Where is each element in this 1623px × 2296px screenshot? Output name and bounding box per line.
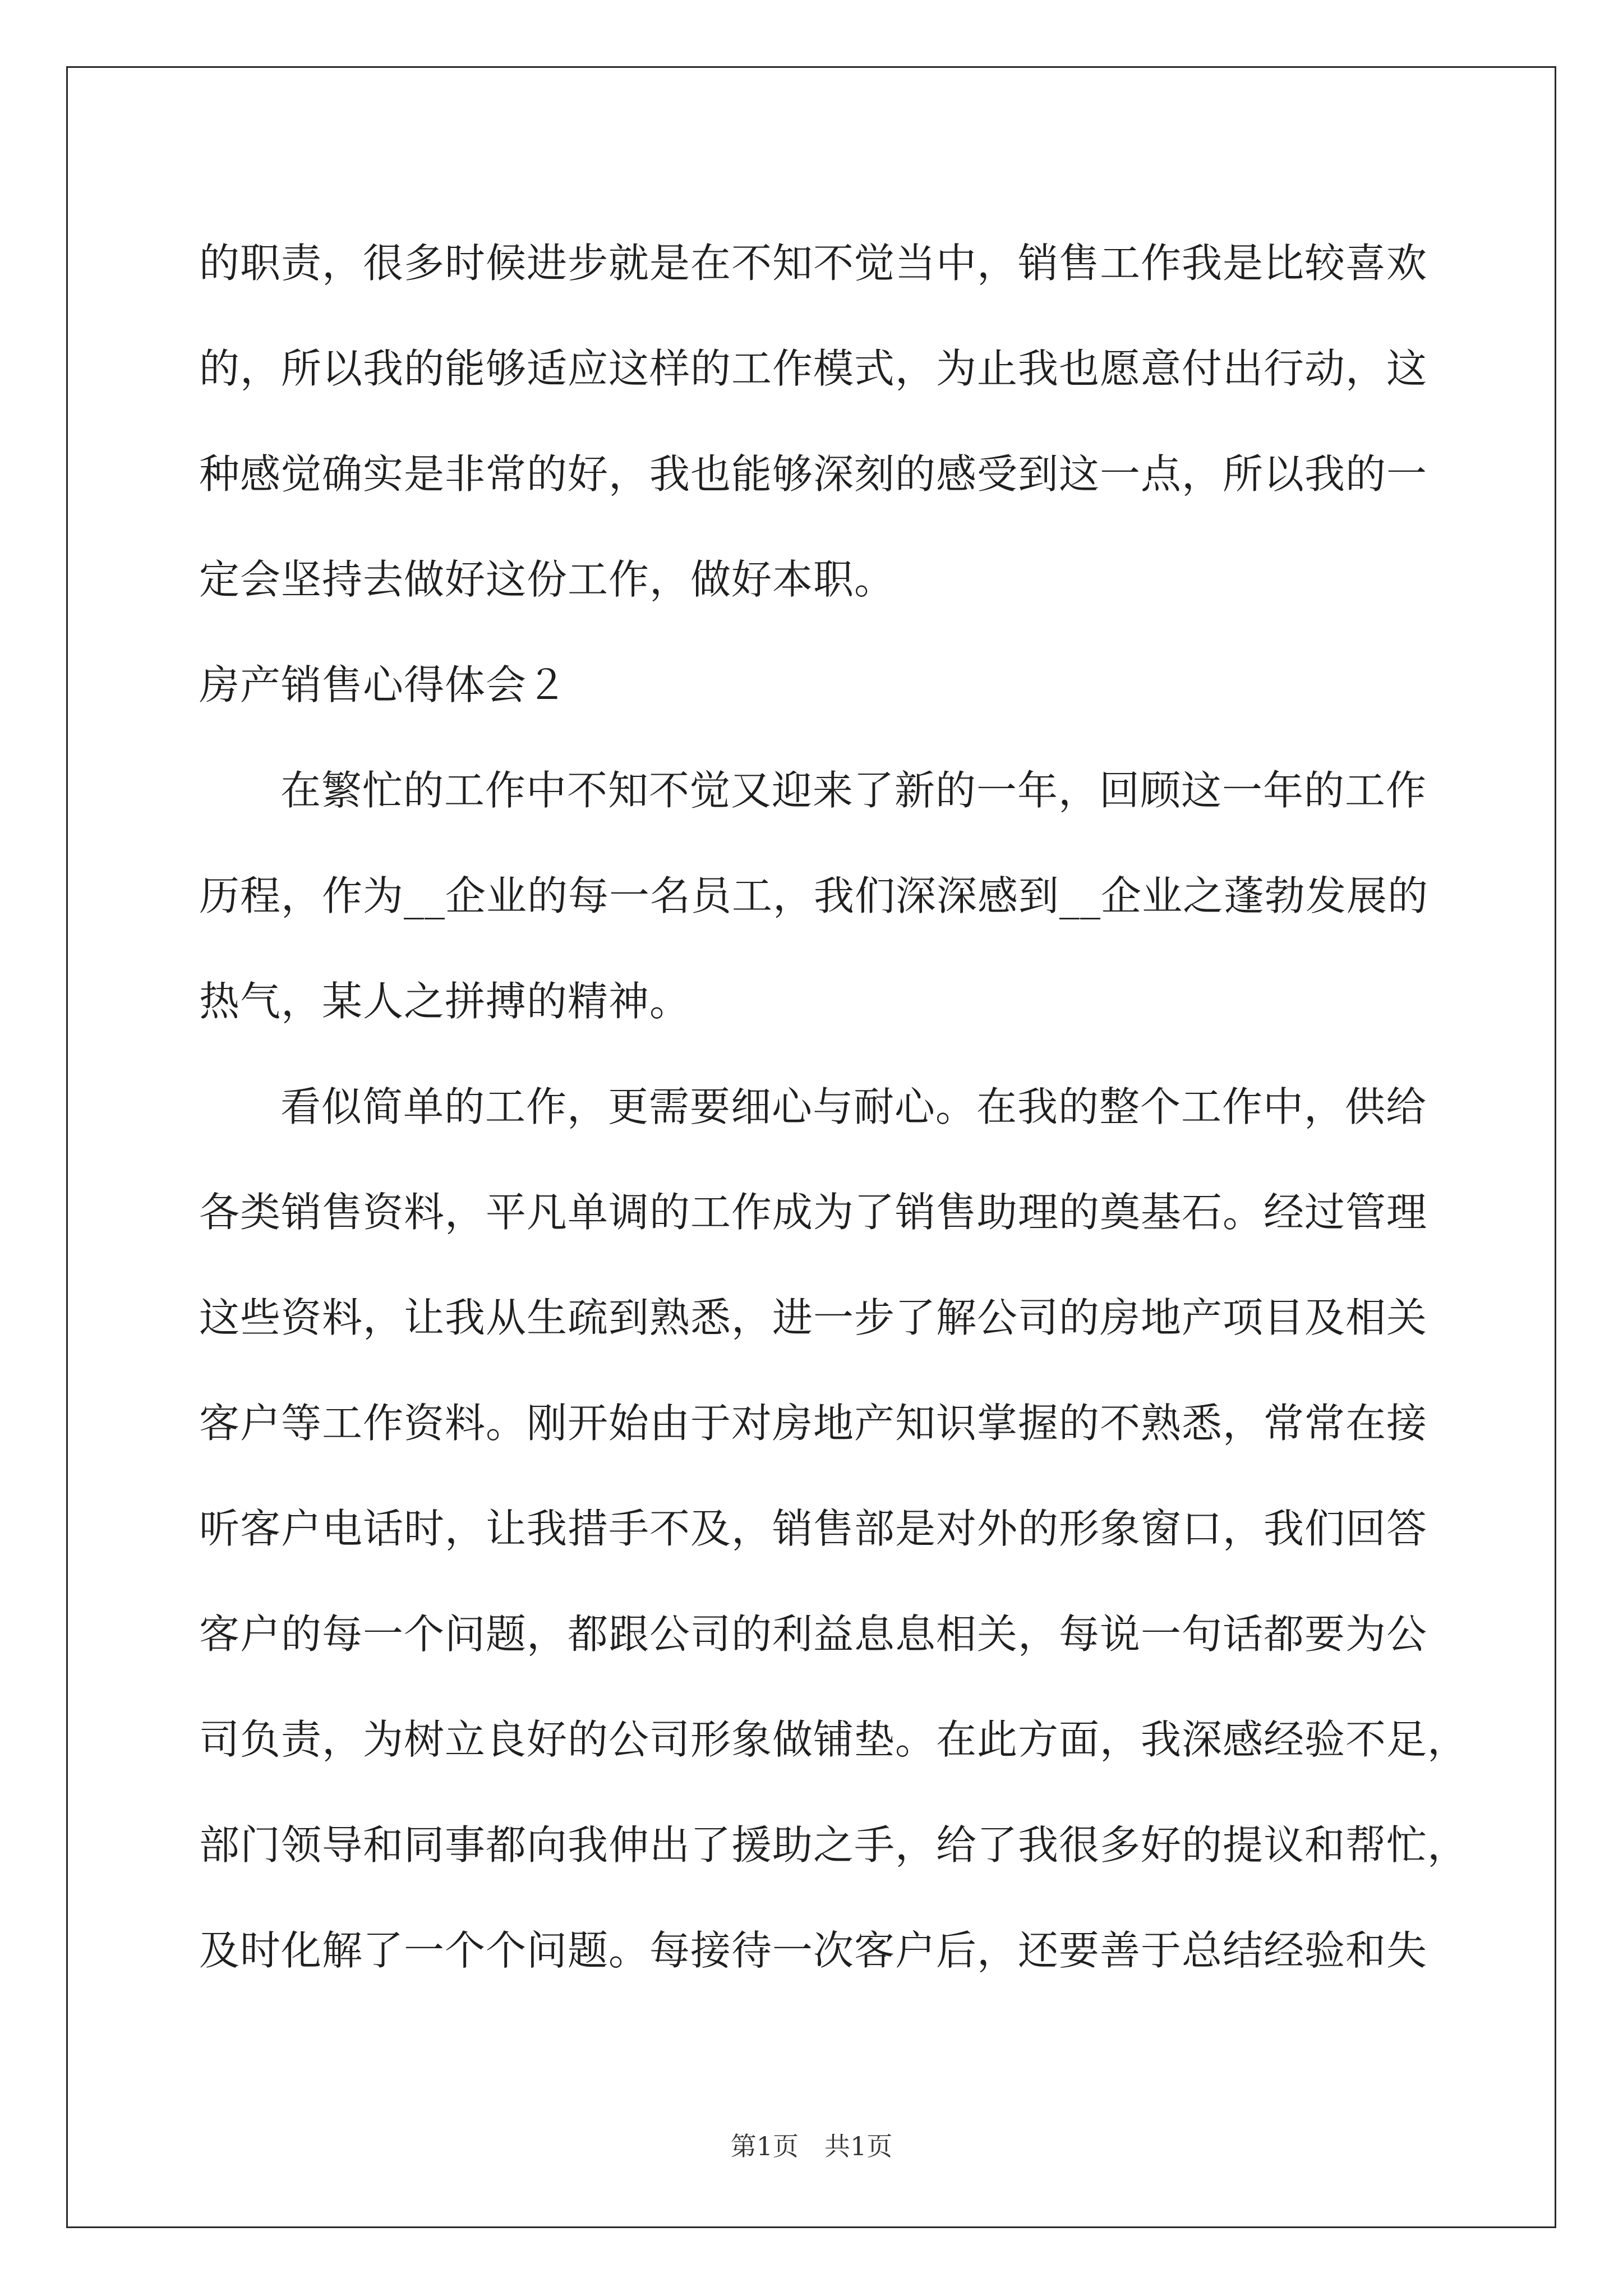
text-line: 各类销售资料，平凡单调的工作成为了销售助理的奠基石。经过管理 <box>199 1189 1428 1236</box>
text-line: 及时化解了一个个问题。每接待一次客户后，还要善于总结经验和失 <box>199 1927 1428 1974</box>
page-number-footer: 第1页 共1页 <box>730 2131 893 2161</box>
text-line-content: 在繁忙的工作中不知不觉又迎来了新的一年，回顾这一年的工作 <box>280 767 1427 814</box>
text-line: 的，所以我的能够适应这样的工作模式，为止我也愿意付出行动，这 <box>199 345 1428 392</box>
text-line: 定会坚持去做好这份工作，做好本职。 <box>199 556 896 603</box>
text-line: 这些资料，让我从生疏到熟悉，进一步了解公司的房地产项目及相关 <box>199 1294 1428 1341</box>
text-line: 历程，作为__企业的每一名员工，我们深深感到__企业之蓬勃发展的 <box>199 872 1429 919</box>
text-line: 司负责，为树立良好的公司形象做铺垫。在此方面，我深感经验不足， <box>199 1716 1469 1763</box>
text-line: 客户的每一个问题，都跟公司的利益息息相关，每说一句话都要为公 <box>199 1611 1428 1658</box>
text-line-content: 看似简单的工作，更需要细心与耐心。在我的整个工作中，供给 <box>280 1083 1427 1130</box>
text-line: 听客户电话时，让我措手不及，销售部是对外的形象窗口，我们回答 <box>199 1505 1428 1552</box>
document-body <box>199 210 1469 2003</box>
section-heading: 房产销售心得体会２ <box>199 661 568 708</box>
text-line <box>199 738 1427 843</box>
text-line: 种感觉确实是非常的好，我也能够深刻的感受到这一点，所以我的一 <box>199 450 1428 498</box>
text-line: 的职责，很多时候进步就是在不知不觉当中，销售工作我是比较喜欢 <box>199 240 1428 287</box>
text-line: 热气，某人之拼搏的精神。 <box>199 978 691 1025</box>
text-line: 客户等工作资料。刚开始由于对房地产知识掌握的不熟悉，常常在接 <box>199 1400 1428 1447</box>
text-line <box>199 1054 1427 1159</box>
text-line: 部门领导和同事都向我伸出了援助之手，给了我很多好的提议和帮忙， <box>199 1821 1469 1869</box>
